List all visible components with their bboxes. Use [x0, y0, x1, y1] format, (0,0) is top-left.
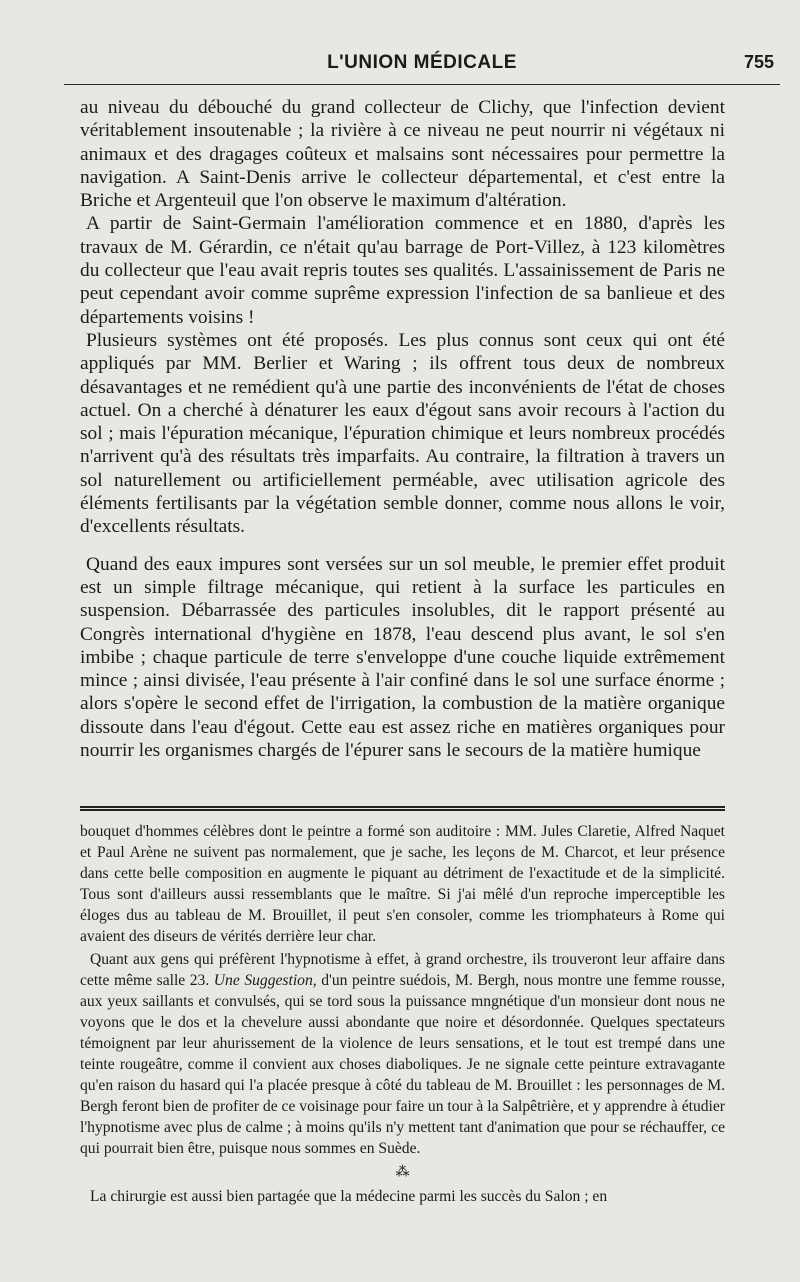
page-number: 755 [743, 52, 774, 72]
asterism-separator: ⁂ [395, 1164, 410, 1180]
main-text [80, 96, 725, 762]
feuilleton-text [80, 822, 725, 1207]
section-divider [80, 806, 725, 811]
running-header [64, 50, 780, 85]
main-paragraph: A partir de Saint-Germain l'amélioration commence et en 1880, d'après les travaux de M. Gérardin, ce n'était qu'au barrage de Port-Villez, à 123 kilomètres du collecteur que l'eau avait repris toutes ses qualités. L'assainissement de Paris ne peut cependant avoir comme suprême expression l'infection de sa banlieue et des départements voisins ! [80, 213, 725, 328]
painting-title: Une Suggestion, [213, 972, 317, 990]
text-run: d'un peintre suédois, M. Bergh, nous montre une femme rousse, aux yeux saillants et convulsés, qui se tord sous la puissance mngnétique d'un monsieur dont nous ne voyons que le dos et la chevelure aussi abondante que noire et désordonnée. Quelques spectateurs témoignent par leur ahurissement de la violence de leurs sensations, et le tout est trempé dans une teinte rougeâtre, comme il convient aux choses diaboliques. Je ne signale cette peinture extravagante qu'en raison du hasard qui l'a placée presque à côté du tableau de M. Brouillet : les personnages de M. Bergh feront bien de profiter de ce voisinage pour faire un tour à la Salpêtrière, et y apprendre à étudier l'hypnotisme avec plus de calme ; à moins qu'ils n'y mettent tant d'animation que pour se réchauffer, ce qui pourrait bien être, puisque nous sommes en Suède. [80, 972, 725, 1157]
feuilleton-paragraph [80, 950, 725, 1159]
main-paragraph: Plusieurs systèmes ont été proposés. Les plus connus sont ceux qui ont été appliqués par MM. Berlier et Waring ; ils offrent tous deux de nombreux désavantages et ne remédient qu'à une partie des inconvénients de l'état de choses actuel. On a cherché à dénaturer les eaux d'égout sans avoir recours à l'action du sol ; mais l'épuration mécanique, l'épuration chimique et leurs nombreux procédés n'arrivent qu'à des résultats très imparfaits. Au contraire, la filtration à travers un sol naturellement ou artificiellement perméable, avec utilisation agricole des éléments fertilisants par la végétation semble donner, comme nous allons le voir, d'excellents résultats. [80, 329, 725, 538]
feuilleton-paragraph: La chirurgie est aussi bien partagée que la médecine parmi les succès du Salon ; en [90, 1187, 608, 1205]
feuilleton-paragraph: bouquet d'hommes célèbres dont le peintre a formé son auditoire : MM. Jules Claretie, Alfred Naquet et Paul Arène ne suivent pas normalement, que je sache, les leçons de M. Charcot, et leur présence dans cette belle composition en augmente le piquant au détriment de l'exactitude et de la simplicité. Tous sont d'ailleurs aussi ressemblants que le maître. Si j'ai mêlé d'un reproche imperceptible les éloges dus au tableau de M. Brouillet, il peut s'en consoler, comme les triomphateurs à Rome qui avaient des diseurs de vérités derrière leur char. [80, 823, 725, 945]
journal-title: L'UNION MÉDICALE [327, 52, 517, 73]
text-run: Quant aux gens qui préfèrent l'hypnotisme à effet, à grand orchestre, ils trouveront leur affaire dans cette même salle 23. [80, 951, 725, 990]
main-paragraph: Quand des eaux impures sont versées sur un sol meuble, le premier effet produit est un simple filtrage mécanique, qui retient à la surface les particules en suspension. Débarrassée des particules insolubles, dit le rapport présenté au Congrès international d'hygiène en 1878, l'eau descend plus avant, le sol s'en imbibe ; chaque particule de terre s'enveloppe d'une couche liquide extrêmement mince ; ainsi divisée, l'eau présente à l'air confiné dans le sol une surface énorme ; alors s'opère le second effet de l'irrigation, la combustion de la matière organique dissoute dans l'eau d'égout. Cette eau est assez riche en matières organiques pour nourrir les organismes chargés de l'épurer sans le secours de la matière humique [80, 553, 725, 762]
main-paragraph: au niveau du débouché du grand collecteur de Clichy, que l'infection devient véritablement insoutenable ; la rivière à ce niveau ne peut nourrir ni végétaux ni animaux et des dragages coûteux et malsains sont nécessaires pour permettre la navigation. A Saint-Denis arrive le collecteur départemental, et c'est entre la Briche et Argenteuil que l'on observe le maximum d'altération. [80, 97, 725, 212]
